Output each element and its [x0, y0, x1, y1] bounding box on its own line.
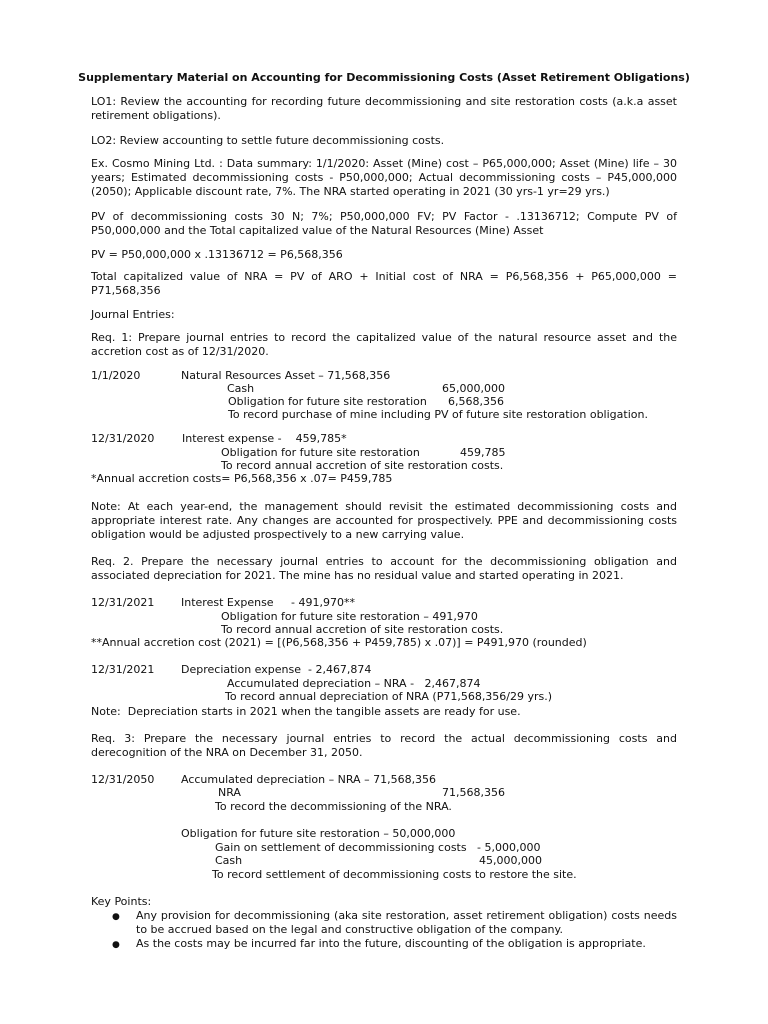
je-debit: Natural Resources Asset – 71,568,356: [181, 369, 391, 382]
je-debit: Interest Expense - 491,970**: [181, 596, 356, 609]
je-date: 12/31/2021: [91, 663, 155, 676]
je-debit: Depreciation expense - 2,467,874: [181, 663, 372, 676]
document-title: Supplementary Material on Accounting for Decommissioning Costs (Asset Retirement Obligations): [78, 71, 690, 84]
key-point-text: As the costs may be incurred far into the future, discounting of the obligation is appropriate.: [136, 937, 646, 950]
je-date: 1/1/2020: [91, 369, 141, 382]
pv-intro: PV of decommissioning costs 30 N; 7%; P50,000,000 FV; PV Factor - .13136712; Compute PV of P50,000,000 and the Total capitalized value of the Natural Resources (Mine) Asset: [91, 210, 677, 237]
total-capitalized-value: Total capitalized value of NRA = PV of ARO + Initial cost of NRA = P6,568,356 + P65,000,000 = P71,568,356: [91, 270, 677, 297]
je-date: 12/31/2021: [91, 596, 155, 609]
je-credit-amount: 71,568,356: [442, 786, 505, 799]
example-data-summary: Ex. Cosmo Mining Ltd. : Data summary: 1/1/2020: Asset (Mine) cost – P65,000,000; Asset (Mine) life – 30 years; Estimated decommissioning costs - P50,000,000; Actual decommissioning costs – P45,000,000 (2050); Applicable discount rate, 7%. The NRA started operating in 2021 (30 yrs-1 yr=29 yrs.): [91, 157, 677, 198]
je-credit: Obligation for future site restoration: [221, 446, 420, 459]
je-memo: To record settlement of decommissioning costs to restore the site.: [212, 868, 577, 881]
je-memo: To record purchase of mine including PV of future site restoration obligation.: [228, 408, 648, 421]
je-credit: Cash: [227, 382, 255, 395]
je-credit: Cash: [215, 854, 243, 867]
bullet-icon: ●: [112, 912, 120, 922]
je-credit: Obligation for future site restoration – 491,970: [221, 610, 478, 623]
learning-objective-1: LO1: Review the accounting for recording future decommissioning and site restoration costs (a.k.a asset retirement obligations).: [91, 95, 677, 122]
je-credit: Accumulated depreciation – NRA - 2,467,874: [227, 677, 481, 690]
key-points-heading: Key Points:: [91, 895, 152, 908]
learning-objective-2: LO2: Review accounting to settle future decommissioning costs.: [91, 134, 445, 147]
je-memo: To record the decommissioning of the NRA.: [215, 800, 452, 813]
je-memo: To record annual depreciation of NRA (P71,568,356/29 yrs.): [225, 690, 553, 703]
je-credit-amount: 459,785: [460, 446, 506, 459]
je-footnote: **Annual accretion cost (2021) = [(P6,568,356 + P459,785) x .07)] = P491,970 (rounded): [91, 636, 587, 649]
je-credit: Gain on settlement of decommissioning costs: [215, 841, 467, 854]
bullet-icon: ●: [112, 940, 120, 950]
je-debit: Accumulated depreciation – NRA – 71,568,356: [181, 773, 437, 786]
requirement-3: Req. 3: Prepare the necessary journal entries to record the actual decommissioning costs and derecognition of the NRA on December 31, 2050.: [91, 732, 677, 759]
je-credit-amount: 45,000,000: [479, 854, 542, 867]
je-date: 12/31/2050: [91, 773, 155, 786]
je-note: Note: Depreciation starts in 2021 when the tangible assets are ready for use.: [91, 705, 521, 718]
requirement-2: Req. 2. Prepare the necessary journal entries to account for the decommissioning obligation and associated depreciation for 2021. The mine has no residual value and started operating in 2021.: [91, 555, 677, 582]
je-memo: To record annual accretion of site restoration costs.: [221, 459, 504, 472]
requirement-1: Req. 1: Prepare journal entries to record the capitalized value of the natural resource asset and the accretion cost as of 12/31/2020.: [91, 331, 677, 358]
pv-calculation: PV = P50,000,000 x .13136712 = P6,568,356: [91, 248, 343, 261]
je-debit: Obligation for future site restoration – 50,000,000: [181, 827, 456, 840]
je-credit: Obligation for future site restoration: [228, 395, 427, 408]
je-credit-amount: 65,000,000: [442, 382, 505, 395]
je-footnote: *Annual accretion costs= P6,568,356 x .07= P459,785: [91, 472, 393, 485]
je-debit: Interest expense - 459,785*: [182, 432, 347, 445]
je-credit: NRA: [218, 786, 241, 799]
note-prospective-adjustment: Note: At each year-end, the management should revisit the estimated decommissioning costs and appropriate interest rate. Any changes are accounted for prospectively. PPE and decommissioning costs obligation would be adjusted prospectively to a new carrying value.: [91, 500, 677, 541]
je-memo: To record annual accretion of site restoration costs.: [221, 623, 504, 636]
key-point-text: Any provision for decommissioning (aka site restoration, asset retirement obligation) costs needs to be accrued based on the legal and constructive obligation of the company.: [136, 909, 677, 936]
je-credit-amount: 6,568,356: [448, 395, 504, 408]
je-date: 12/31/2020: [91, 432, 155, 445]
je-credit-amount: - 5,000,000: [477, 841, 541, 854]
journal-heading: Journal Entries:: [91, 308, 175, 321]
